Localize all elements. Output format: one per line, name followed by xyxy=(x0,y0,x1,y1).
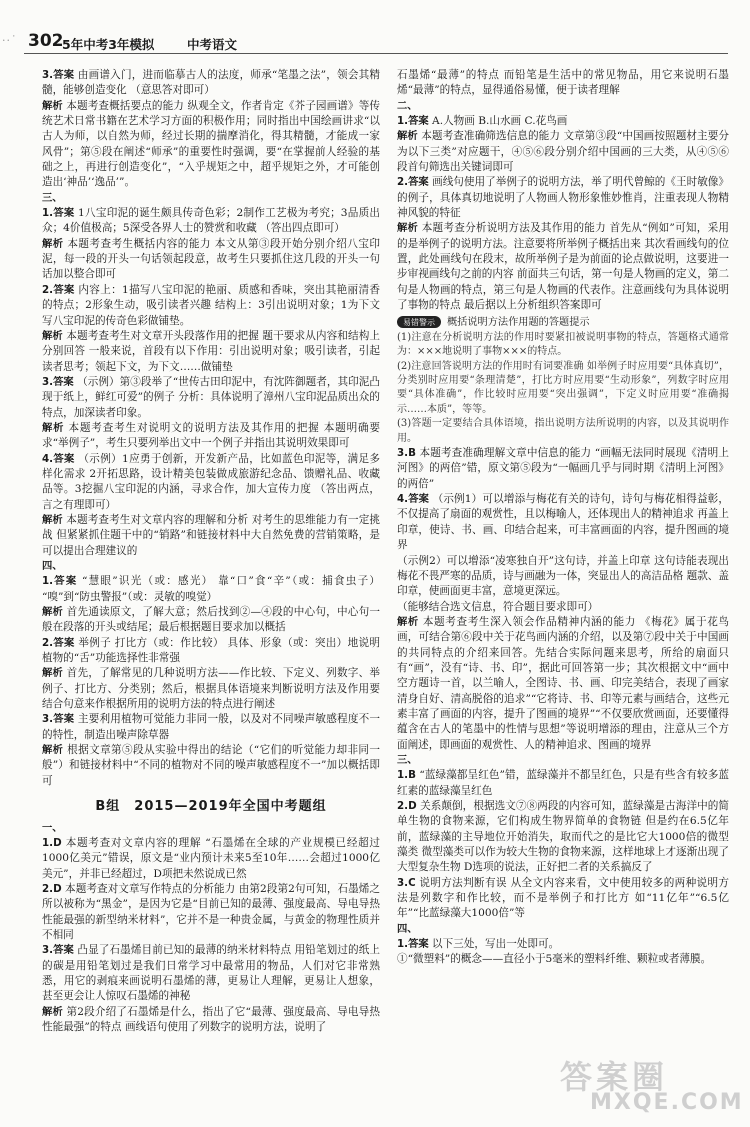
entry-text: （示例）1应勇于创新，开发新产品，比如蓝色印泥等，满足多样化需求 2开拓思路，设计精美包装做成旅游纪念品、馈赠礼品、收藏品等。3挖掘八宝印泥的内涵，寻求合作，加大宣传力度 （答出两点，言之有理即可） xyxy=(42,452,380,511)
entry-tag: 3.C xyxy=(397,876,416,889)
entry-tag: 解析 xyxy=(42,606,64,619)
entry-text: 1八宝印泥的诞生颇具传奇色彩；2制作工艺极为考究；3品质出众；4价值极高；5深受各界人士的赞赏和收藏 （答出四点即可） xyxy=(42,207,381,235)
entry-tag: 解析 xyxy=(42,99,63,112)
answer-entry xyxy=(42,743,380,789)
entry-tag: 解析 xyxy=(42,1005,63,1018)
entry-tag: 1.答案 xyxy=(397,115,429,128)
watermark-text: 答案圈 xyxy=(560,1058,669,1096)
answer-entry xyxy=(42,452,380,513)
entry-tag: 解析 xyxy=(42,237,64,250)
entry-tag: 4.答案 xyxy=(397,493,430,506)
page-header xyxy=(0,0,750,60)
entry-text: 本题考查对文章内容的理解 “石墨烯在全球的产业规模已经超过1000亿美元”错误，原文是“业内预计未来5至10年……会超过1000亿美元”，并非已经超过，D项把未然说成已然 xyxy=(42,836,381,880)
entry-tag: 解析 xyxy=(397,222,419,235)
entry-tag: 二、 xyxy=(397,99,418,112)
entry-tag: 1.D xyxy=(42,836,62,849)
entry-text: ①“微塑料”的概念——直径小于5毫米的塑料纤维、颗粒或者薄膜。 xyxy=(397,953,712,966)
entry-text: 由画谱入门，进而临摹古人的法度，师承“笔墨之法”，领会其精髓，能够创造变化 （意思答对即可） xyxy=(42,69,380,97)
answer-entry xyxy=(397,554,729,600)
entry-text: 主要利用植物可觉能力非同一般，以及对不同噪声敏感程度不一的特性，制造出噪声除草器 xyxy=(42,713,381,741)
entry-text: （能够结合选文信息，符合题目要求即可） xyxy=(397,600,599,613)
answer-entry xyxy=(397,68,729,99)
entry-tag: 3.答案 xyxy=(42,713,75,726)
entry-tag: 解析 xyxy=(397,615,419,628)
tip-body xyxy=(397,331,729,446)
left-column xyxy=(42,68,380,1035)
book-subject: 中考语文 xyxy=(187,37,238,52)
answer-entry xyxy=(42,666,380,712)
entry-text: 根据文章第⑤段从实验中得出的结论（“它们的听觉能力却非同一般”）和链接材料中“不同的植物对不同的噪声敏感程度不一”加以概括即可 xyxy=(42,744,381,787)
entry-text: 凸显了石墨烯目前已知的最薄的纳米材料特点 用铅笔划过的纸上的碳是用铅笔划过是我们日常学习中最常用的物品，人们对它非常熟悉，用它的剥痕来画说明石墨烯的薄，更易让人理解，更易让人想象，甚至更会让人惊叹石墨烯的神秘 xyxy=(42,944,380,1003)
answer-entry xyxy=(42,574,380,605)
answer-entry xyxy=(42,283,380,329)
entry-tag: 解析 xyxy=(397,130,418,143)
entry-text: 本题考查对文章写作特点的分析能力 由第2段第2句可知，石墨烯之所以被称为“黑金”，是因为它是“目前已知的最薄、强度最高、导电导热性能最强的新型纳米材料”，它并不是一种贵金属，与黄金的物理性质并不相同 xyxy=(42,882,380,941)
answer-entry xyxy=(397,99,729,114)
entry-tag: 2.答案 xyxy=(397,176,429,189)
answer-entry xyxy=(397,799,729,876)
tip-line: (3)答题一定要结合具体语境，指出说明方法所说明的内容，以及其说明作用。 xyxy=(397,418,729,444)
left-answers-a xyxy=(42,68,380,789)
entry-text: 举例子 打比方（或：作比较） 具体、形象（或：突出）地说明植物的“舌”功能选择性非常强 xyxy=(42,636,380,665)
answer-entry xyxy=(42,882,380,943)
tip-heading xyxy=(397,315,729,330)
answer-entry xyxy=(397,600,729,615)
entry-tag: 3.答案 xyxy=(42,944,74,957)
entry-tag: 3.答案 xyxy=(42,375,74,388)
right-column xyxy=(397,68,729,968)
answer-entry xyxy=(42,712,380,743)
entry-text: “慧眼”识光（或：感光） 靠“口”食“辛”（或：捕食虫子） “嗅”到“防虫警报”（或：灵敏的嗅觉） xyxy=(42,575,381,603)
answer-entry xyxy=(397,114,729,129)
right-answers-b xyxy=(397,446,729,968)
right-answers-a xyxy=(397,68,729,314)
answer-entry xyxy=(397,952,729,967)
answer-entry xyxy=(42,206,380,237)
answer-entry xyxy=(397,615,729,753)
entry-tag: 四、 xyxy=(397,922,418,935)
entry-tag: 四、 xyxy=(42,560,63,572)
answer-entry xyxy=(42,68,380,99)
answer-entry xyxy=(42,191,380,206)
entry-text: 关系颠倒，根据选文⑦⑧两段的内容可知，蓝绿藻是古海洋中的简单生物的食物来源，它们构成生物界简单的食物链 但是约在6.5亿年前，蓝绿藻的主导地位开始消失，取而代之的是比它大1000倍的微型藻类 微型藻类可以作为较大生物的食物来源，这样地球上才逐渐出现了大型复杂生物 D选项的说法，正好把二者的关系搞反了 xyxy=(397,800,729,874)
entry-text: 本题考查考生对文章内容的理解和分析 对考生的思维能力有一定挑战 但紧紧抓住题干中的“销路”和链接材料中大自然免费的营销策略，是可以提出合理建议的 xyxy=(42,513,380,557)
entry-tag: 解析 xyxy=(42,329,63,342)
entry-tag: 2.D xyxy=(42,882,62,895)
page-number: 302 xyxy=(28,31,64,51)
entry-text: 本题考查准确筛选信息的能力 文章第③段“中国画按照题材主要分为以下三类”对应题干，④⑤⑥段分别介绍中国画的三大类，从④⑤⑥段首句筛选出关键词即可 xyxy=(397,130,730,174)
entry-text: （示例1）可以增添与梅花有关的诗句，诗句与梅花相得益彰，不仅提高了扇面的观赏性，且以梅喻人，还体现出人的精神追求 再盖上印章，使诗、书、画、印结合起来，可丰富画面的内容，提升图画的境界 xyxy=(397,493,729,552)
entry-tag: 解析 xyxy=(42,513,63,526)
answer-entry xyxy=(397,129,729,175)
tip-line: (2)注意回答说明方法的作用时有词要准确 如举例子时应用要“具体真切”，分类别时应用要“条理清楚”，打比方时应用要“生动形象”，列数字时应用要“具体准确”，作比较时应用要“突出强调”，下定义时应用要“准确揭示……本质”，等等。 xyxy=(397,360,729,415)
answer-entry xyxy=(42,237,380,283)
entry-tag: 1.答案 xyxy=(42,207,75,220)
answer-entry xyxy=(397,876,729,922)
answer-entry xyxy=(397,446,729,492)
answer-entry xyxy=(397,753,729,768)
entry-tag: 三、 xyxy=(397,753,418,766)
left-answers-b xyxy=(42,821,380,1036)
entry-text: 说明方法判断有误 从全文内容来看，文中使用较多的两种说明方法是列数字和作比较，而不是举例子和打比方 如“11亿年”“6.5亿年”“比蓝绿藻大1000倍”等 xyxy=(397,876,729,920)
entry-tag: 2.答案 xyxy=(42,636,75,649)
entry-text: 本题考查考生深入领会作品精神内涵的能力 《梅花》属于花鸟画，可结合第⑥段中关于花鸟画内涵的介绍，以及第⑦段中关于中国画的共同特点的介绍来回答。先结合实际问题来思考，所给的扇面只有“画”，没有“诗、书、印”，据此可回答第一步；其次根据文中“画中空方题诗一首，以兰喻人，全图诗、书、画、印完美结合，表现了画家清身自好、清高脱俗的追求”“它将诗、书、印等元素与画结合，这些元素丰富了画面的内容，提升了图画的境界”“不仅要欣赏画面，还要懂得蕴含在古人的笔墨中的性情与思想”等说明增添的理由，注意从三个方面阐述，即画面的观赏性、人的精神追求、图画的境界 xyxy=(397,615,730,751)
entry-text: 首先通读原文，了解大意；然后找到②—④段的中心句，中心句一般在段落的开头或结尾；最后根据题目要求加以概括 xyxy=(42,606,381,634)
answer-entry xyxy=(397,937,729,952)
answer-entry xyxy=(42,559,380,574)
entry-text: 石墨烯“最薄”的特点 而铅笔是生活中的常见物品，用它来说明石墨烯“最薄”的特点，显得通俗易懂，便于读者理解 xyxy=(397,69,729,97)
answer-entry xyxy=(397,221,729,313)
entry-tag: 2.答案 xyxy=(42,283,75,296)
answer-entry xyxy=(42,375,380,421)
entry-text: 内容上：1描写八宝印泥的艳丽、质感和香味，突出其艳丽清香的特点；2形象生动，吸引读者兴趣 结构上：3引出说明对象；1为下文写八宝印泥的传奇色彩做铺垫。 xyxy=(42,283,380,327)
tip-title: 概括说明方法作用题的答题提示 xyxy=(447,316,590,328)
entry-text: “蓝绿藻都呈红色”错，蓝绿藻并不都呈红色，只是有些含有较多蓝红素的蓝绿藻呈红色 xyxy=(397,769,729,797)
entry-tag: 1.答案 xyxy=(397,938,429,951)
answer-entry xyxy=(42,836,380,882)
entry-tag: 3.B xyxy=(397,447,416,460)
answer-entry xyxy=(42,605,380,636)
entry-text: 本题考查分析说明方法及其作用的能力 首先从“例如”可知，采用的是举例子的说明方法。注意要将所举例子概括出来 其次看画线句的位置，此处画线句在段末，故所举例子是为前面的论点做说明，这要进一步审视画线句之前的内容 前面共三句话，第一句是人物画的定义，第二句是人物画的特点，第三句是人物画的代表作。注意画线句为具体说明了事物的特点 最后据以上分析组织答案即可 xyxy=(397,222,730,312)
book-title: 5年中考3年模拟 xyxy=(62,37,155,52)
entry-tag: 3.答案 xyxy=(42,69,75,81)
entry-text: 第2段介绍了石墨烯是什么，指出了它“最薄、强度最高、导电导热性能最强”的特点 画线语句使用了列数字的说明方法，说明了 xyxy=(42,1005,381,1033)
watermark-url: MXQE.COM xyxy=(590,1090,744,1115)
entry-tag: 4.答案 xyxy=(42,452,75,465)
answer-entry xyxy=(42,99,380,191)
entry-text: （示例）第③段举了“世传古田印泥中，有沈阵御题者，其印泥凸现于纸上，鲜红可爱”的例子 分析：具体说明了漳州八宝印泥品质出众的特点，加深读者印象。 xyxy=(42,375,381,419)
entry-text: A.人物画 B.山水画 C.花鸟画 xyxy=(432,115,568,128)
entry-text: 本题考查准确理解文章中信息的能力 “画幅无法同时展现《清明上河图》的两倍”错，原文第⑤段为“一幅画几乎与同时期《清明上河图》的两倍” xyxy=(397,447,729,490)
entry-text: 画线句使用了举例子的说明方法，举了明代曾鲸的《王时敏像》的例子，具体真切地说明了人物画人物形象惟妙惟肖，注重表现人物精神风貌的特征 xyxy=(397,176,730,220)
entry-text: （示例2）可以增添“凌寒独自开”这句诗，并盖上印章 这句诗能表现出梅花不畏严寒的品质，诗与画融为一体，突显出人的高洁品格 题款、盖印章，使画面更丰富，意境更深远。 xyxy=(397,554,729,598)
entry-text: 首先，了解常见的几种说明方法——作比较、下定义、列数字、举例子、打比方、分类别；然后，根据具体语境来判断说明方法及作用要结合句意来作根据所用的说明方法的特点进行阐述 xyxy=(42,667,381,711)
entry-text: 本题考查考生对说明文的说明方法及其作用的把握 本题明确要求“举例子”，考生只要列举出文中一个例子并指出其说明效果即可 xyxy=(42,421,381,450)
answer-entry xyxy=(42,821,380,836)
watermark-logo xyxy=(560,1052,744,1122)
answer-entry xyxy=(42,636,380,667)
answer-entry xyxy=(397,492,729,553)
group-title: B组 2015—2019年全国中考题组 xyxy=(95,799,327,815)
entry-text: 本题考查概括要点的能力 纵观全文，作者肯定《芥子园画谱》等传统艺术日常书籍在艺术学习方面的积极作用；同时指出中国绘画讲求“以古人为师，以自然为师，经过长期的揣摩消化，得其精髓，才能成一家风骨”；第⑤段在阐述“师承”的重要性时强调，要“在掌握前人经验的基础之上，再进行创造变化”，“入乎规矩之中，超乎规矩之外，才可能创造出‘神品’‘逸品’”。 xyxy=(42,99,380,189)
entry-tag: 三、 xyxy=(42,191,63,204)
entry-tag: 解析 xyxy=(42,421,65,434)
warning-badge-icon: 易错警示 xyxy=(397,316,441,328)
answer-entry xyxy=(42,943,380,1004)
answer-entry xyxy=(397,175,729,221)
entry-text: 本题考查考生概括内容的能力 本文从第③段开始分别介绍八宝印泥，每一段的开头一句话领起段意，故考生只要抓住这几段的开头一句话加以整合即可 xyxy=(42,237,380,281)
entry-text: 以下三处，写出一处即可。 xyxy=(432,938,560,951)
entry-tag: 解析 xyxy=(42,744,64,757)
entry-tag: 解析 xyxy=(42,667,64,680)
entry-text: 本题考查考生对文章开头段落作用的把握 题干要求从内容和结构上分别回答 一般来说，首段有以下作用：引出说明对象；吸引读者，引起读者思考；领起下文，为下文……做铺垫 xyxy=(42,329,380,373)
header-rule xyxy=(24,53,728,54)
answer-entry xyxy=(42,329,380,375)
tip-line: (1)注意在分析说明方法的作用时要紧扣被说明事物的特点，答题格式通常为：×××地说明了事物×××的特点。 xyxy=(397,331,729,358)
answer-entry xyxy=(42,1005,380,1036)
entry-tag: 1.B xyxy=(397,769,416,782)
answer-entry xyxy=(42,513,380,559)
entry-tag: 2.D xyxy=(397,800,417,812)
header-decoration: ··˙ xyxy=(2,34,18,47)
answer-entry xyxy=(397,922,729,937)
answer-entry xyxy=(42,421,380,452)
answer-entry xyxy=(397,768,729,799)
entry-tag: 一、 xyxy=(42,821,63,834)
entry-tag: 1.答案 xyxy=(42,575,78,588)
